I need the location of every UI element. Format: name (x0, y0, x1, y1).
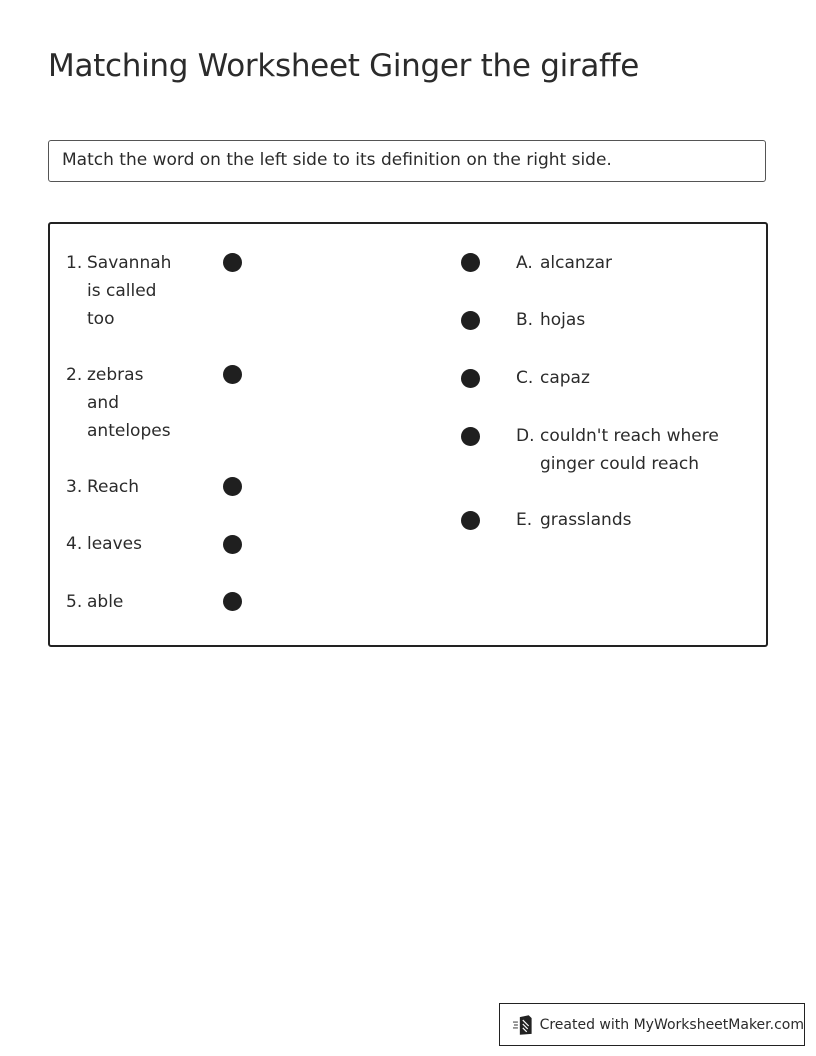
left-item-number: 4. (66, 534, 83, 554)
left-match-dot-1[interactable] (223, 253, 242, 272)
left-match-dot-5[interactable] (223, 592, 242, 611)
left-match-dot-3[interactable] (223, 477, 242, 496)
page-title: Matching Worksheet Ginger the giraffe (48, 48, 640, 84)
instructions-box: Match the word on the left side to its definition on the right side. (48, 140, 766, 182)
left-item-number: 5. (66, 592, 83, 612)
right-item-a (516, 249, 612, 277)
left-item-text: leaves (87, 534, 142, 554)
right-match-dot-e[interactable] (461, 511, 480, 530)
right-item-text: hojas (540, 310, 586, 330)
right-item-d (516, 422, 719, 478)
footer-credit[interactable] (499, 1003, 805, 1046)
left-item-text: able (87, 592, 124, 612)
right-item-text: alcanzar (540, 253, 613, 273)
left-match-dot-4[interactable] (223, 535, 242, 554)
left-item-number: 3. (66, 477, 83, 497)
right-match-dot-c[interactable] (461, 369, 480, 388)
right-item-letter: A. (516, 253, 533, 273)
right-match-dot-d[interactable] (461, 427, 480, 446)
left-item-5 (66, 588, 123, 616)
left-item-number: 1. (66, 253, 83, 273)
left-item-1 (66, 249, 171, 333)
left-match-dot-2[interactable] (223, 365, 242, 384)
footer-text: Created with MyWorksheetMaker.com (539, 1016, 804, 1033)
left-item-number: 2. (66, 365, 83, 385)
right-item-letter: E. (516, 510, 533, 530)
right-item-letter: D. (516, 426, 535, 446)
right-item-text: couldn't reach where ginger could reach (540, 426, 719, 474)
right-match-dot-b[interactable] (461, 311, 480, 330)
left-item-text: Reach (87, 477, 140, 497)
right-item-letter: B. (516, 310, 534, 330)
left-item-3 (66, 473, 139, 501)
right-item-text: capaz (540, 368, 590, 388)
right-item-letter: C. (516, 368, 534, 388)
left-item-text: Savannah is called too (87, 253, 172, 329)
right-item-b (516, 306, 585, 334)
right-item-e (516, 506, 631, 534)
worksheet-maker-logo-icon (512, 1014, 534, 1036)
right-item-c (516, 364, 590, 392)
left-item-2 (66, 361, 171, 445)
right-item-text: grasslands (540, 510, 632, 530)
left-item-4 (66, 530, 142, 558)
left-item-text: zebras and antelopes (87, 365, 171, 441)
right-match-dot-a[interactable] (461, 253, 480, 272)
